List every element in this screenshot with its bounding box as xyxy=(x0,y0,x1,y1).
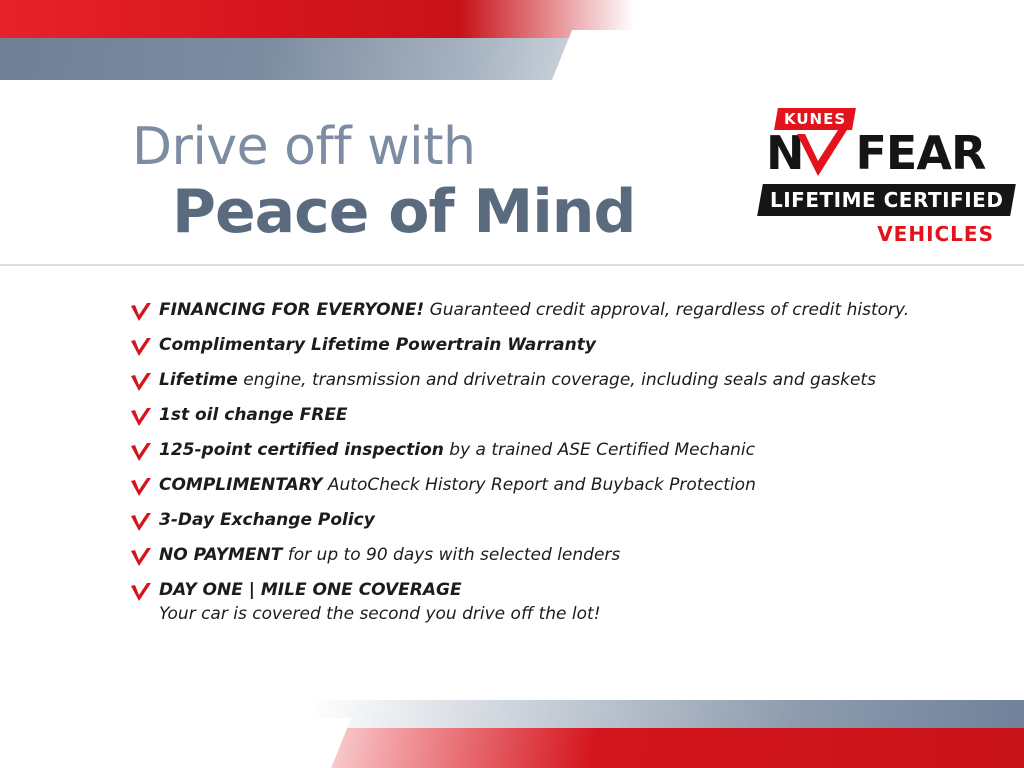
checkmark-icon xyxy=(130,337,152,357)
benefits-list xyxy=(130,300,970,637)
benefit-rest: engine, transmission and drivetrain coverage, including seals and gaskets xyxy=(237,370,876,390)
checkmark-icon xyxy=(130,302,152,322)
list-item xyxy=(130,440,970,462)
benefit-text xyxy=(159,580,462,601)
benefit-strong: NO PAYMENT xyxy=(159,545,283,565)
checkmark-icon xyxy=(130,547,152,567)
benefit-rest: by a trained ASE Certified Mechanic xyxy=(443,440,755,460)
logo-vehicles-text: VEHICLES xyxy=(877,222,994,246)
list-item xyxy=(130,405,970,427)
benefit-rest: Guaranteed credit approval, regardless of credit history. xyxy=(424,300,910,320)
headline-line-2: Peace of Mind xyxy=(172,176,636,247)
checkmark-icon xyxy=(130,442,152,462)
list-item xyxy=(130,545,970,567)
benefit-text xyxy=(159,545,620,566)
bottom-red-wedge xyxy=(0,718,351,768)
benefit-strong: Complimentary Lifetime Powertrain Warranty xyxy=(159,335,596,355)
benefit-rest: AutoCheck History Report and Buyback Protection xyxy=(322,475,756,495)
checkmark-icon xyxy=(130,407,152,427)
benefit-text xyxy=(159,475,756,496)
headline xyxy=(132,117,752,247)
benefit-strong: 3-Day Exchange Policy xyxy=(159,510,375,530)
list-item xyxy=(130,510,970,532)
logo-brand-text: KUNES xyxy=(784,110,847,128)
checkmark-icon xyxy=(130,512,152,532)
list-item xyxy=(130,335,970,357)
checkmark-icon xyxy=(130,372,152,392)
benefit-strong: DAY ONE | MILE ONE COVERAGE xyxy=(159,580,462,600)
benefit-strong: COMPLIMENTARY xyxy=(159,475,323,495)
benefit-text xyxy=(159,510,375,531)
benefit-text xyxy=(159,405,348,426)
benefit-rest: for up to 90 days with selected lenders xyxy=(282,545,621,565)
check-mark-icon xyxy=(794,128,850,180)
checkmark-icon xyxy=(130,477,152,497)
benefit-text xyxy=(159,300,909,321)
benefit-text xyxy=(159,335,596,356)
kunes-no-fear-logo xyxy=(760,108,1004,253)
benefit-strong: Lifetime xyxy=(159,370,238,390)
list-item xyxy=(130,370,970,392)
benefit-text xyxy=(159,370,876,391)
list-item xyxy=(130,300,970,322)
headline-line-1: Drive off with xyxy=(132,117,476,177)
list-item xyxy=(130,475,970,497)
benefit-text xyxy=(159,440,755,461)
logo-band-text: LIFETIME CERTIFIED xyxy=(770,188,1004,212)
benefit-subtext: Your car is covered the second you drive off the lot! xyxy=(159,604,601,624)
top-white-wedge xyxy=(548,30,1024,90)
list-item xyxy=(130,580,970,624)
benefit-strong: 1st oil change FREE xyxy=(159,405,348,425)
headline-divider xyxy=(0,264,1024,266)
checkmark-icon xyxy=(130,582,152,602)
logo-wordmark-n: N xyxy=(766,126,804,180)
logo-wordmark-fear: FEAR xyxy=(855,126,986,180)
benefit-strong: 125-point certified inspection xyxy=(159,440,444,460)
benefit-strong: FINANCING FOR EVERYONE! xyxy=(159,300,425,320)
logo-band xyxy=(757,184,1016,216)
